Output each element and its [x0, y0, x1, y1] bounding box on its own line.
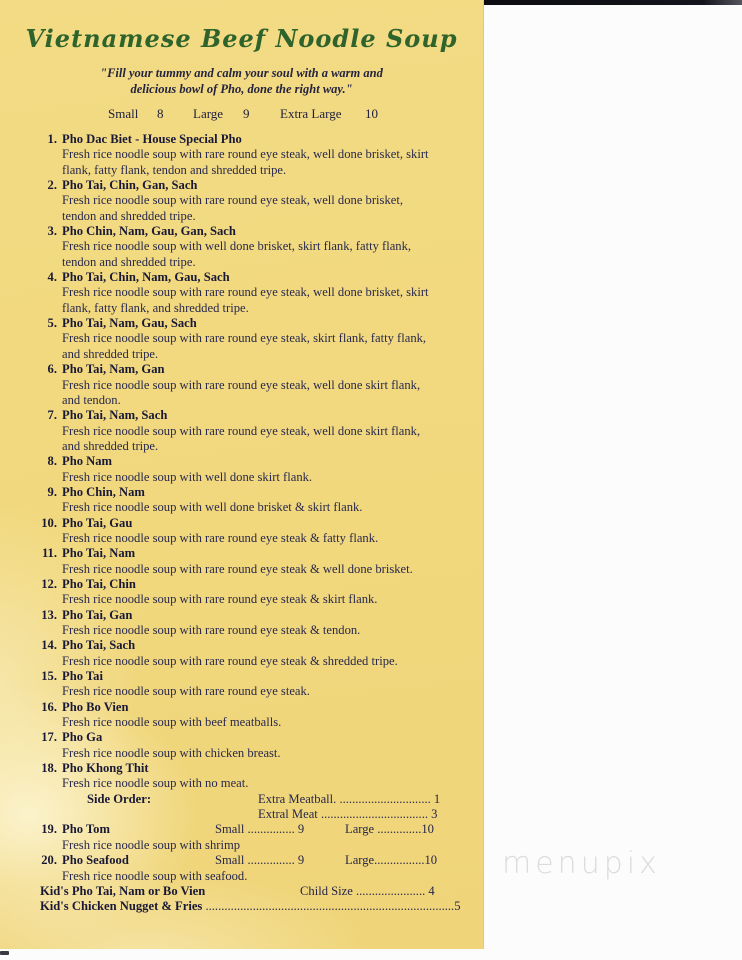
menu-item-description: Fresh rice noodle soup with rare round eye steak. — [62, 684, 310, 699]
large-price-text: Large................10 — [345, 853, 438, 868]
menupix-watermark: menupix — [502, 846, 661, 881]
menu-item-title — [0, 408, 483, 423]
menu-item-number: 1. — [47, 132, 57, 146]
menu-item-number: 6. — [47, 362, 57, 377]
scan-artifact-mark — [0, 951, 9, 955]
menu-item-title — [0, 761, 483, 776]
menu-item-description: Fresh rice noodle soup with rare round eye steak, well done skirt flank, — [62, 377, 421, 392]
scanner-edge-strip — [483, 0, 742, 5]
side-order-price-text: Extra Meatball. ............................. 1 — [258, 791, 441, 806]
menu-item-description: and shredded tripe. — [62, 346, 159, 361]
small-price-text: Small ............... 9 — [215, 853, 305, 868]
menu-item-number: 5. — [47, 316, 57, 331]
menu-item-description: flank, fatty flank, tendon and shredded tripe. — [62, 162, 287, 177]
menu-item-description: Fresh rice noodle soup with no meat. — [62, 776, 249, 791]
menu-item-name: Pho Tai — [62, 669, 103, 684]
menu-item-title — [0, 669, 483, 684]
menu-item-number: 17. — [41, 730, 57, 745]
menu-item-name: Pho Tai, Nam — [62, 546, 136, 561]
menu-item-title — [0, 577, 483, 592]
menu-item-title — [0, 270, 483, 285]
menu-item-title — [0, 362, 483, 377]
menu-item-number: 10. — [41, 515, 57, 530]
menu-item-description: and tendon. — [62, 392, 121, 407]
menu-item-description: Fresh rice noodle soup with beef meatballs. — [62, 715, 282, 730]
menu-item-number: 4. — [47, 270, 57, 285]
size-label: Large — [193, 106, 224, 121]
kids-item-name: Kid's Chicken Nugget & Fries — [40, 899, 203, 914]
menu-item-number: 9. — [47, 484, 57, 499]
tagline-line-1: "Fill your tummy and calm your soul with a warm and — [100, 66, 383, 80]
menu-item-name: Pho Bo Vien — [62, 699, 129, 714]
menu-item-name: Pho Seafood — [62, 853, 129, 868]
menu-title: Vietnamese Beef Noodle Soup — [25, 24, 458, 53]
side-order-row — [0, 807, 483, 822]
menu-item-number: 13. — [41, 607, 57, 622]
menu-item-name: Pho Tai, Nam, Gau, Sach — [62, 316, 197, 331]
menu-item-name: Pho Tai, Nam, Gan — [62, 362, 165, 377]
menu-item-description: Fresh rice noodle soup with well done brisket, skirt flank, fatty flank, — [62, 239, 412, 254]
menu-item-number: 16. — [41, 699, 57, 714]
menu-item-description: Fresh rice noodle soup with rare round eye steak & fatty flank. — [62, 530, 379, 545]
menu-item-name: Pho Tai, Sach — [62, 638, 136, 653]
menu-item-title — [0, 485, 483, 500]
menu-item-number: 12. — [41, 576, 57, 591]
size-label: Small — [108, 106, 139, 121]
menu-item-title — [0, 853, 483, 868]
menu-list — [0, 132, 483, 915]
menu-item-description: Fresh rice noodle soup with seafood. — [62, 868, 248, 883]
small-price-text: Small ............... 9 — [215, 822, 305, 837]
menu-item-name: Pho Dac Biet - House Special Pho — [62, 132, 242, 146]
menu-item-number: 14. — [41, 638, 57, 653]
menu-item-name: Pho Nam — [62, 454, 113, 469]
menu-item-description: Fresh rice noodle soup with well done brisket & skirt flank. — [62, 500, 363, 515]
side-order-price-text: Extral Meat .................................. 3 — [258, 807, 438, 822]
kids-price-text: Child Size ...................... 4 — [300, 883, 435, 898]
menu-item-number: 18. — [41, 761, 57, 776]
kids-item-name: Kid's Pho Tai, Nam or Bo Vien — [40, 883, 206, 898]
side-order-row — [0, 792, 483, 807]
menu-item-name: Pho Tai, Chin — [62, 576, 136, 591]
menu-item-name: Pho Chin, Nam — [62, 484, 145, 499]
menu-item-description: Fresh rice noodle soup with rare round eye steak, well done brisket, skirt — [62, 147, 429, 162]
menu-item-title — [0, 546, 483, 561]
menu-item-description: Fresh rice noodle soup with rare round eye steak & shredded tripe. — [62, 653, 398, 668]
menu-item-description: Fresh rice noodle soup with rare round eye steak, well done brisket, — [62, 193, 403, 208]
kids-price-leader: ...............................................................................5 — [202, 899, 461, 914]
menu-item-description: Fresh rice noodle soup with rare round eye steak & well done brisket. — [62, 561, 413, 576]
menu-item-description: Fresh rice noodle soup with rare round eye steak, well done skirt flank, — [62, 423, 421, 438]
menu-item-description: Fresh rice noodle soup with rare round eye steak, skirt flank, fatty flank, — [62, 331, 427, 346]
menu-item-title — [0, 516, 483, 531]
menu-item-number: 15. — [41, 669, 57, 684]
menu-item-title — [0, 822, 483, 837]
menu-item-description: Fresh rice noodle soup with chicken breast. — [62, 745, 281, 760]
menu-item-name: Pho Tom — [62, 822, 110, 837]
menu-item-name: Pho Tai, Gan — [62, 607, 133, 622]
kids-item-row — [0, 884, 483, 899]
menu-item-name: Pho Tai, Chin, Gan, Sach — [62, 178, 198, 193]
menu-item-number: 20. — [41, 853, 57, 868]
menu-item-name: Pho Tai, Nam, Sach — [62, 408, 168, 423]
menu-item-title — [0, 454, 483, 469]
menu-item-title — [0, 132, 483, 147]
menu-item-number: 2. — [47, 178, 57, 193]
menu-item-description: Fresh rice noodle soup with rare round eye steak, well done brisket, skirt — [62, 285, 429, 300]
size-price: 10 — [365, 106, 378, 121]
menu-item-title — [0, 730, 483, 745]
menu-item-description: and shredded tripe. — [62, 438, 159, 453]
menu-item-title — [0, 178, 483, 193]
menu-item-description: Fresh rice noodle soup with rare round eye steak & tendon. — [62, 623, 361, 637]
menu-item-number: 7. — [47, 408, 57, 423]
menu-item-description: Fresh rice noodle soup with well done skirt flank. — [62, 469, 313, 484]
size-price: 9 — [243, 106, 250, 121]
menu-item-number: 8. — [47, 454, 57, 469]
menu-item-description: Fresh rice noodle soup with shrimp — [62, 837, 241, 852]
menu-item-description: flank, fatty flank, and shredded tripe. — [62, 300, 249, 315]
kids-item-row — [0, 899, 483, 914]
menu-item-name: Pho Tai, Gau — [62, 515, 133, 530]
menu-item-description: Fresh rice noodle soup with rare round eye steak & skirt flank. — [62, 592, 378, 607]
menu-item-name: Pho Khong Thit — [62, 761, 149, 776]
menu-item-number: 19. — [41, 822, 57, 837]
size-price: 8 — [157, 106, 164, 121]
size-price-row — [0, 106, 483, 122]
menu-item-title — [0, 638, 483, 653]
menu-item-description: tendon and shredded tripe. — [62, 208, 196, 223]
side-order-label: Side Order: — [87, 791, 152, 806]
menu-item-name: Pho Ga — [62, 730, 103, 745]
tagline-line-2: delicious bowl of Pho, done the right way." — [130, 82, 353, 96]
menu-item-title — [0, 316, 483, 331]
size-label: Extra Large — [280, 106, 342, 121]
menu-item-title — [0, 224, 483, 239]
menu-item-name: Pho Tai, Chin, Nam, Gau, Sach — [62, 270, 230, 285]
large-price-text: Large ..............10 — [345, 822, 434, 837]
menu-item-title — [0, 700, 483, 715]
menu-item-description: tendon and shredded tripe. — [62, 254, 196, 269]
menu-item-number: 3. — [47, 224, 57, 239]
menu-item-number: 11. — [41, 546, 57, 561]
menu-item-name: Pho Chin, Nam, Gau, Gan, Sach — [62, 224, 236, 239]
menu-item-title — [0, 608, 483, 623]
